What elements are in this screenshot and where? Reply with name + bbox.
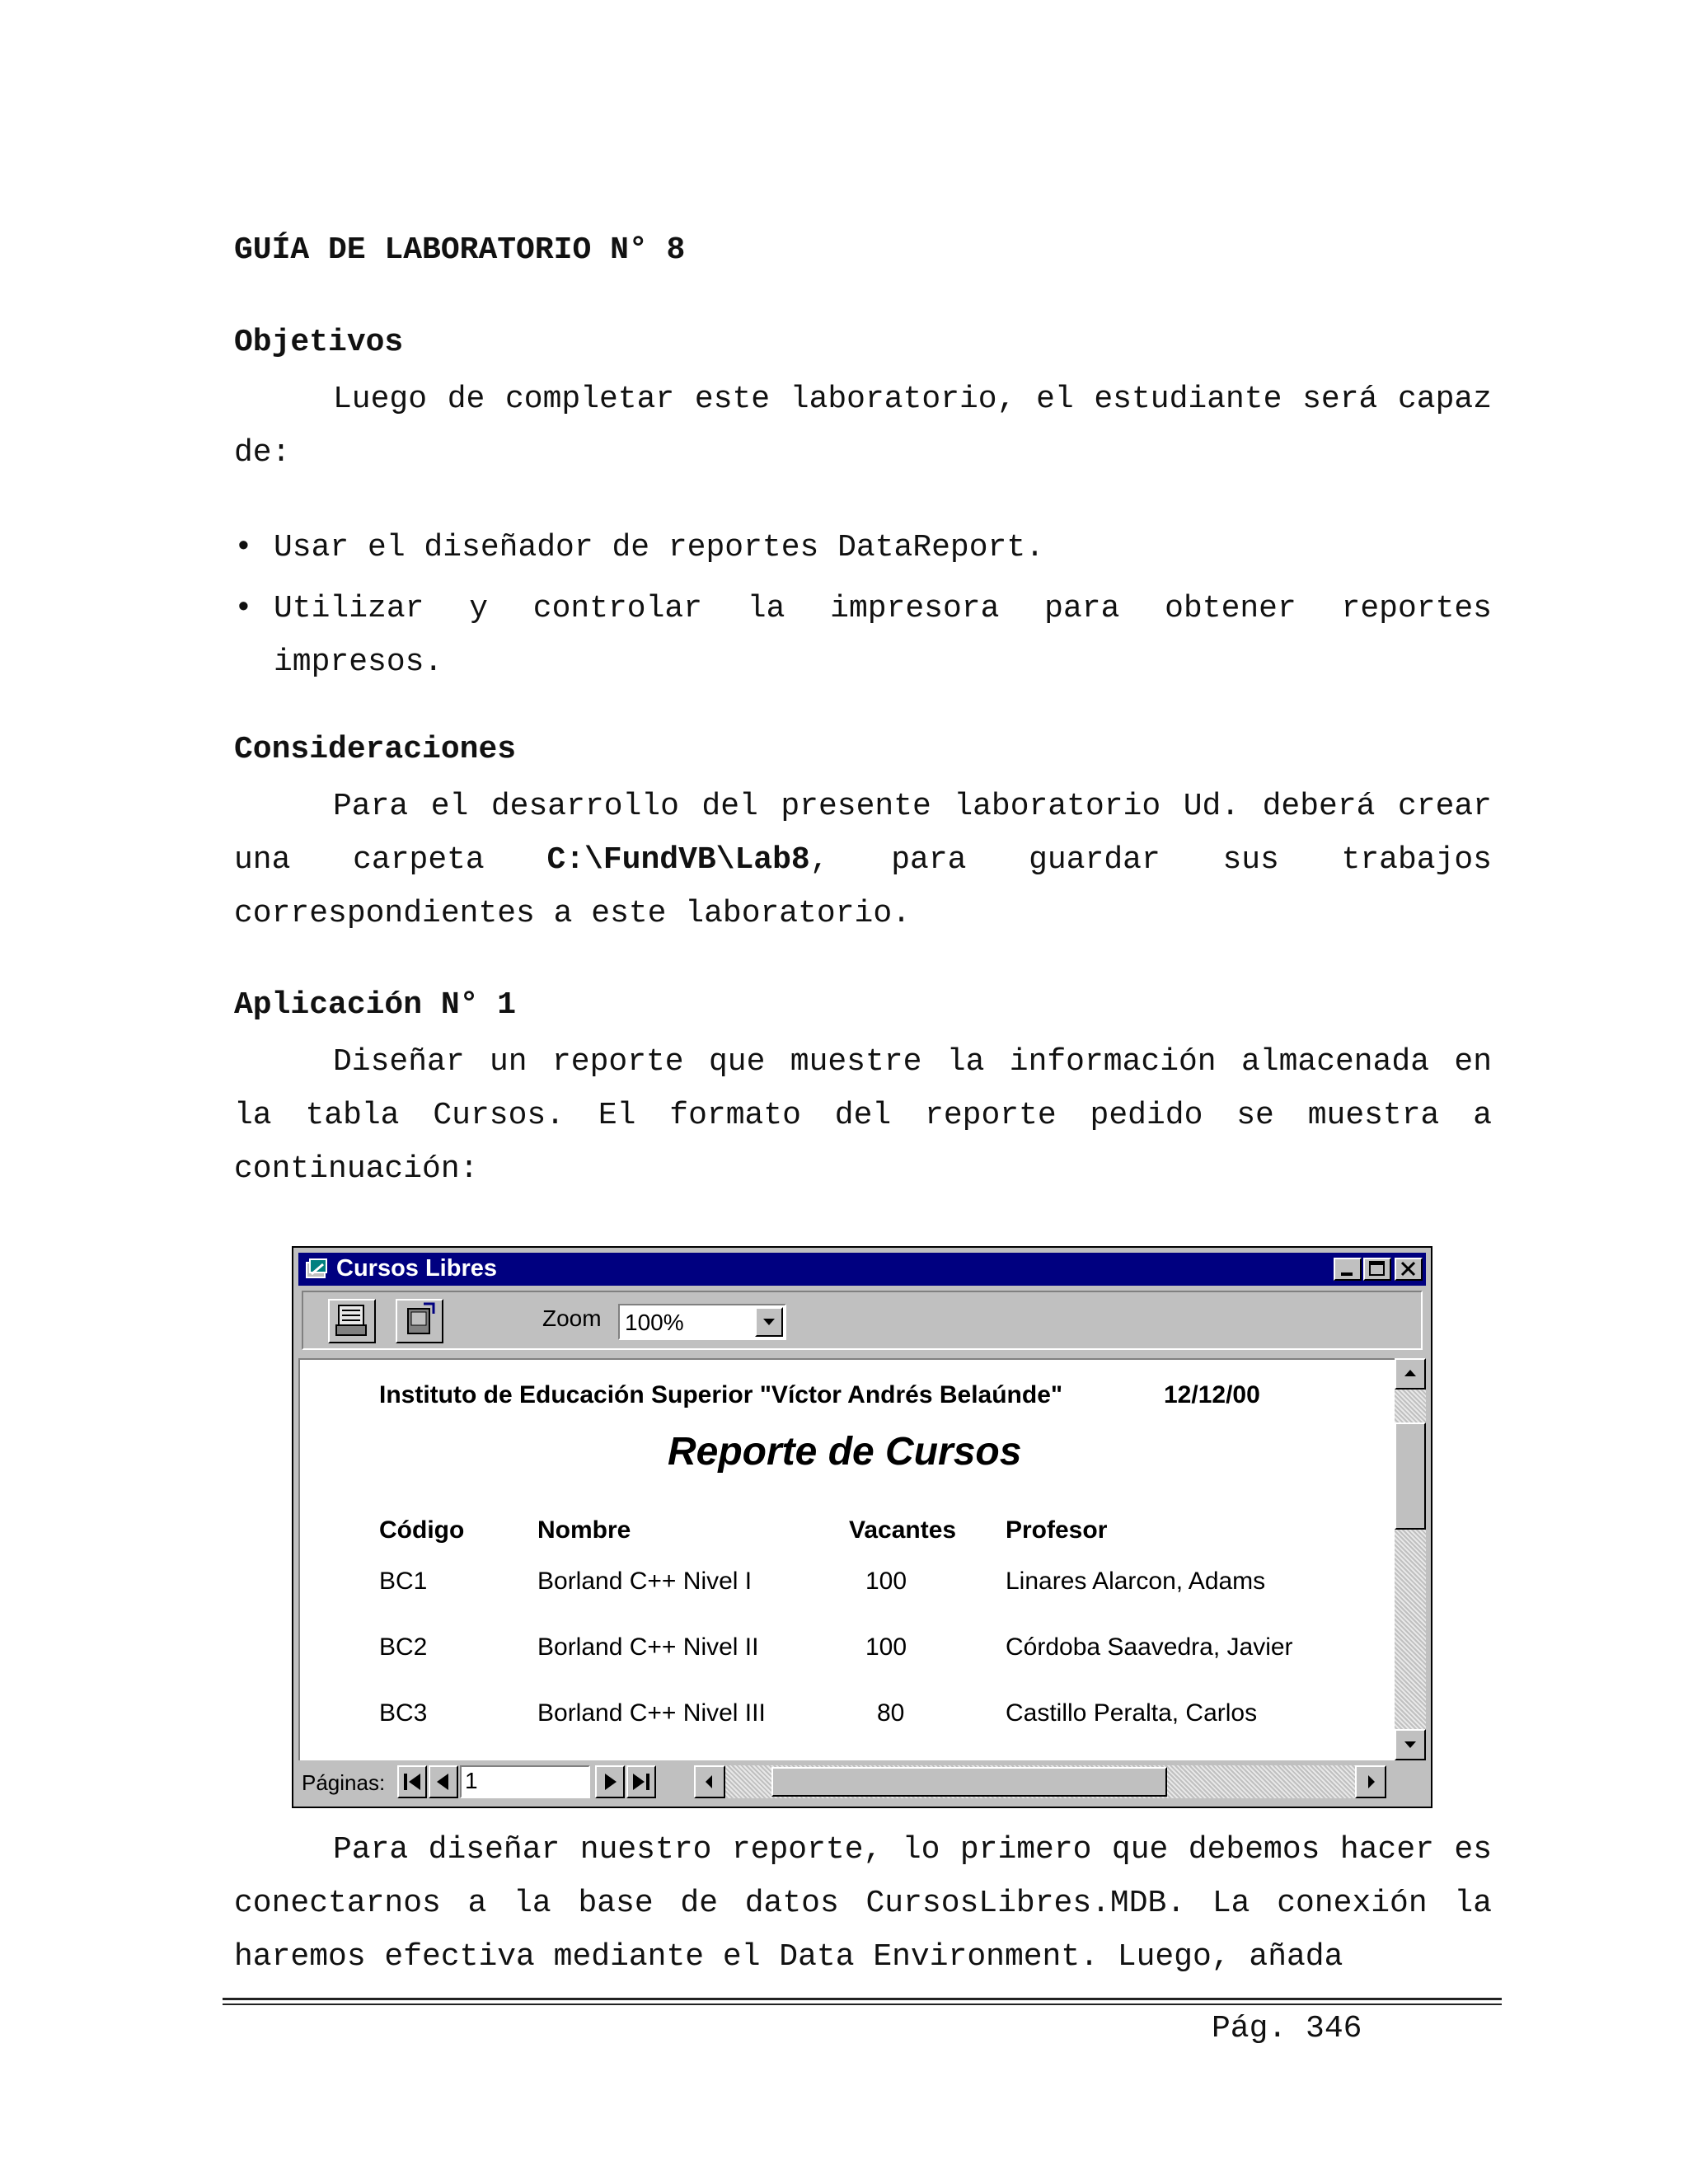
aplicacion-heading: Aplicación N° 1 (234, 987, 517, 1023)
maximize-button[interactable] (1363, 1258, 1391, 1281)
footer-rule (223, 1998, 1502, 2000)
pages-label: Páginas: (302, 1770, 386, 1795)
print-button[interactable] (328, 1299, 376, 1343)
window-titlebar[interactable] (298, 1253, 1426, 1286)
bullet-item (234, 521, 1492, 574)
table-cell-vacantes: 80 (877, 1699, 905, 1727)
table-cell-profesor: Linares Alarcon, Adams (1006, 1568, 1266, 1595)
export-icon (397, 1301, 442, 1342)
table-cell-vacantes: 100 (865, 1633, 907, 1661)
zoom-select[interactable] (618, 1304, 786, 1340)
zoom-label: Zoom (542, 1305, 602, 1331)
printer-icon (330, 1301, 374, 1342)
scroll-right-button[interactable] (1355, 1765, 1386, 1798)
column-header-profesor: Profesor (1006, 1516, 1108, 1544)
chevron-down-icon (757, 1309, 781, 1335)
report-preview-window (292, 1246, 1432, 1808)
arrow-up-icon (1396, 1360, 1424, 1388)
page-number-input[interactable]: 1 (460, 1765, 590, 1798)
last-page-icon (628, 1767, 654, 1797)
table-cell-nombre: Borland C++ Nivel II (537, 1633, 759, 1661)
maximize-icon (1365, 1259, 1390, 1279)
table-cell-codigo: BC2 (379, 1633, 428, 1661)
consideraciones-text-pre: Para el desarrollo del presente laboratorio Ud. deberá crear una carpeta (234, 789, 1492, 878)
next-page-button[interactable] (595, 1765, 625, 1798)
arrow-left-icon (696, 1767, 724, 1797)
consideraciones-text-post: , para guardar sus trabajos correspondientes a este laboratorio. (234, 842, 1492, 931)
table-cell-nombre: Borland C++ Nivel I (537, 1568, 753, 1595)
bullet-text: Usar el diseñador de reportes DataReport. (274, 530, 1044, 565)
first-page-icon (399, 1767, 425, 1797)
arrow-right-icon (1357, 1767, 1385, 1797)
zoom-value: 100% (625, 1310, 684, 1335)
scroll-up-button[interactable] (1395, 1358, 1426, 1390)
app-icon (305, 1258, 330, 1281)
table-cell-profesor: Castillo Peralta, Carlos (1006, 1699, 1258, 1727)
page-navigation-bar (298, 1762, 1426, 1802)
first-page-button[interactable] (397, 1765, 427, 1798)
close-icon (1396, 1259, 1421, 1279)
table-cell-codigo: BC1 (379, 1568, 428, 1595)
column-header-codigo: Código (379, 1516, 465, 1544)
table-cell-nombre: Borland C++ Nivel III (537, 1699, 766, 1727)
consideraciones-heading: Consideraciones (234, 732, 517, 767)
scroll-down-button[interactable] (1395, 1729, 1426, 1760)
horizontal-scrollbar[interactable] (694, 1765, 1386, 1798)
report-viewport (298, 1358, 1395, 1760)
column-header-vacantes: Vacantes (849, 1516, 957, 1544)
window-title: Cursos Libres (336, 1255, 497, 1282)
aplicacion-text: Diseñar un reporte que muestre la información almacenada en la tabla Cursos. El formato del reporte pedido se muestra a continuación: (234, 1044, 1492, 1187)
table-cell-codigo: BC3 (379, 1699, 428, 1727)
table-cell-vacantes: 100 (865, 1568, 907, 1595)
export-button[interactable] (396, 1299, 443, 1343)
page-number: Pág. 346 (1212, 2011, 1362, 2046)
folder-path: C:\FundVB\Lab8 (546, 842, 810, 878)
minimize-button[interactable] (1334, 1258, 1362, 1281)
report-toolbar (302, 1291, 1423, 1350)
column-header-nombre: Nombre (537, 1516, 631, 1544)
vertical-scroll-thumb[interactable] (1395, 1422, 1426, 1530)
vertical-scrollbar[interactable] (1395, 1358, 1426, 1760)
objetivos-heading: Objetivos (234, 325, 404, 360)
arrow-down-icon (1396, 1731, 1424, 1759)
previous-page-icon (430, 1767, 457, 1797)
next-page-icon (597, 1767, 623, 1797)
institute-name: Instituto de Educación Superior "Víctor Andrés Belaúnde" (379, 1381, 1063, 1408)
bullet-text: Utilizar y controlar la impresora para obtener reportes impresos. (274, 591, 1492, 680)
table-cell-profesor: Córdoba Saavedra, Javier (1006, 1633, 1293, 1661)
bullet-icon: • (234, 591, 253, 626)
minimize-icon (1335, 1259, 1360, 1279)
report-title: Reporte de Cursos (668, 1430, 1022, 1474)
previous-page-button[interactable] (429, 1765, 458, 1798)
bullet-item (234, 582, 1492, 689)
consideraciones-text (234, 780, 1492, 940)
zoom-dropdown-button[interactable] (755, 1307, 783, 1337)
footer-rule (223, 2004, 1502, 2005)
close-button[interactable] (1395, 1258, 1423, 1281)
lab-title: GUÍA DE LABORATORIO N° 8 (234, 232, 686, 268)
horizontal-scroll-thumb[interactable] (771, 1767, 1167, 1797)
last-page-button[interactable] (626, 1765, 656, 1798)
objetivos-text: Luego de completar este laboratorio, el estudiante será capaz de: (234, 382, 1492, 471)
report-date: 12/12/00 (1164, 1381, 1260, 1408)
bullet-icon: • (234, 530, 253, 565)
closing-text: Para diseñar nuestro reporte, lo primero que debemos hacer es conectarnos a la base de datos CursosLibres.MDB. La conexión la haremos efectiva mediante el Data Environment. Luego, añada (234, 1832, 1492, 1975)
scroll-left-button[interactable] (694, 1765, 725, 1798)
